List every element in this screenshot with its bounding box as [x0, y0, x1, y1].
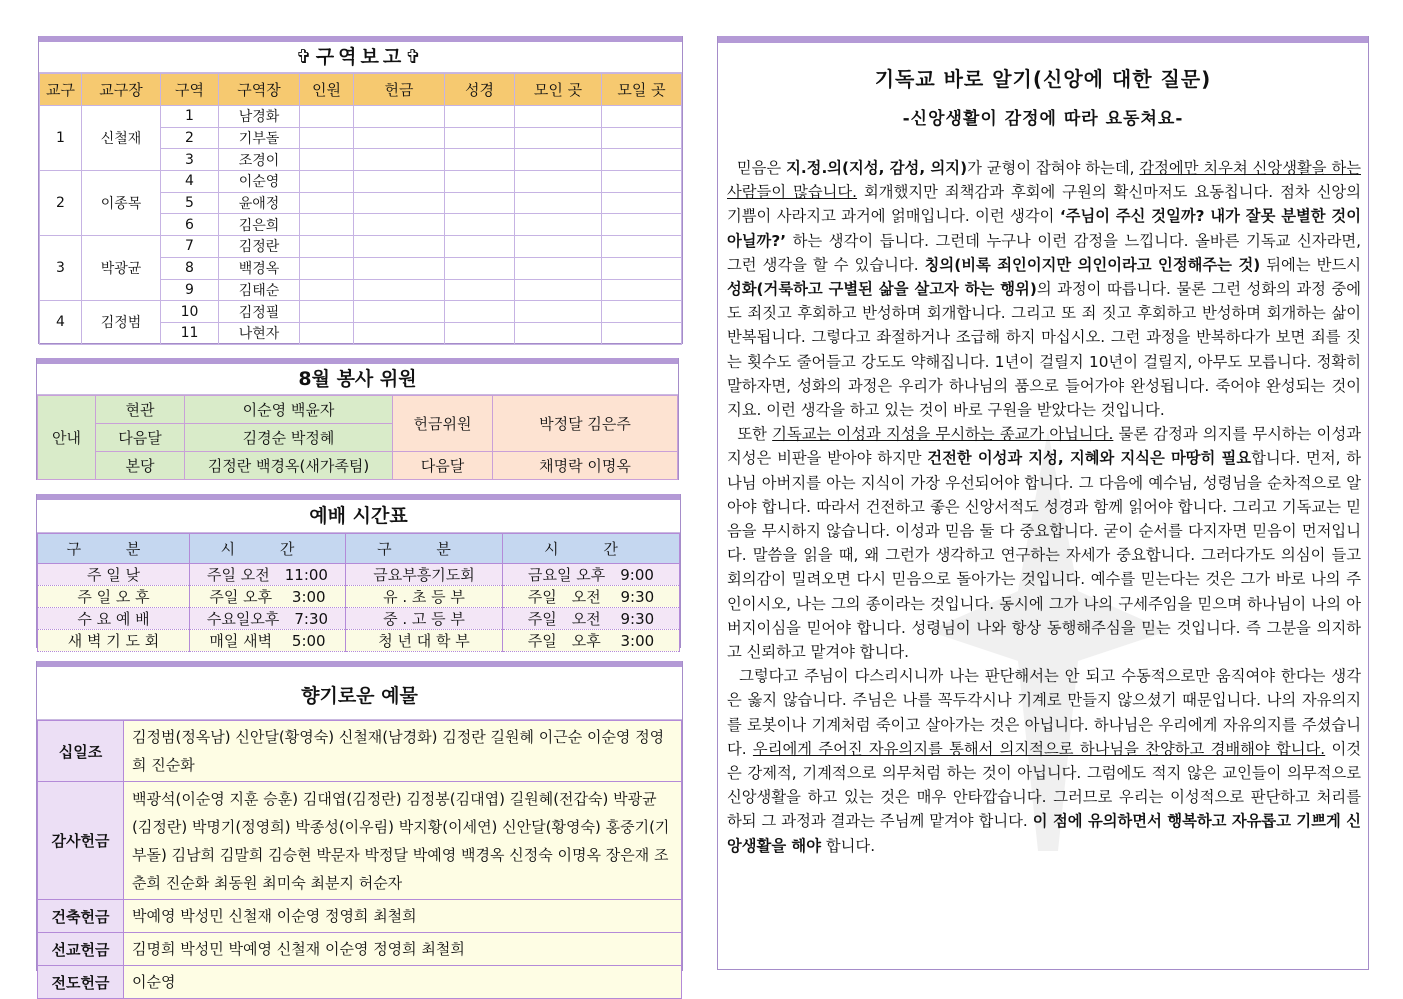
empty-cell	[300, 301, 354, 323]
district-col-header: 구역	[161, 74, 219, 106]
district-leader: 백경옥	[219, 257, 300, 279]
empty-cell	[445, 192, 515, 214]
article-text-span: 물론 감정과 의지를 무시하는 이성과 지성은 비판을 받아야 하지만	[727, 425, 1361, 468]
district-leader: 남경화	[219, 106, 300, 128]
empty-cell	[300, 322, 354, 344]
article-text-span: 칭의(비록 죄인이지만 의인이라고 인정해주는 것)	[924, 255, 1261, 274]
district-number: 10	[161, 301, 219, 323]
article-text-span: ‘주님이 주신 것일까? 내가 잘못 분별한 것이 아닐까?’	[727, 207, 1361, 250]
worship-title: 예배 시간표	[37, 500, 680, 533]
empty-cell	[354, 279, 445, 301]
offering-donors: 박예영 박성민 신철재 이순영 정영희 최철희	[124, 900, 682, 933]
district-number: 3	[161, 149, 219, 171]
article-text-span: 이것은 강제적, 기계적으로 의무처럼 하는 것이 아닙니다. 그럼에도 적지 않은 교인들이 의무적으로 신앙생활을 하고 있는 것은 매우 안타깝습니다. 그러므로 우리는 이성적으로 판단하고 처리를 하되 그 과정과 결과는 주님께 맡겨야 합니다.	[727, 739, 1361, 831]
empty-cell	[515, 279, 602, 301]
empty-cell	[515, 301, 602, 323]
empty-cell	[300, 236, 354, 258]
empty-cell	[445, 301, 515, 323]
next-month-label: 다음달	[393, 452, 493, 480]
district-number: 11	[161, 322, 219, 344]
article-subtitle: -신앙생활이 감정에 따라 요동쳐요-	[902, 109, 1184, 129]
offering-row	[38, 900, 682, 933]
empty-cell	[354, 171, 445, 193]
empty-cell	[300, 214, 354, 236]
offering-donors: 김정범(정옥남) 신안달(황영숙) 신철재(남경화) 김정란 길원혜 이근순 이순영 정영희 진순화	[124, 721, 682, 782]
district-col-header: 교구	[40, 74, 82, 106]
empty-cell	[515, 236, 602, 258]
article-paragraph	[727, 422, 1361, 664]
worship-service-name: 주 일 낮	[38, 564, 190, 586]
empty-cell	[300, 149, 354, 171]
empty-cell	[515, 171, 602, 193]
service-place: 본당	[96, 452, 185, 480]
empty-cell	[445, 214, 515, 236]
worship-time: 주일 오후 3:00	[503, 630, 680, 652]
article-text-span: 뒤에는 반드시	[1260, 255, 1361, 274]
empty-cell	[602, 192, 682, 214]
worship-service-name: 주 일 오 후	[38, 586, 190, 608]
empty-cell	[354, 301, 445, 323]
worship-service-name: 금요부흥기도회	[346, 564, 503, 586]
empty-cell	[300, 192, 354, 214]
panel-accent-bar	[718, 36, 1368, 43]
worship-row	[38, 630, 680, 652]
empty-cell	[354, 192, 445, 214]
district-leader: 김정필	[219, 301, 300, 323]
offerings-title: 향기로운 예물	[37, 667, 682, 720]
empty-cell	[445, 127, 515, 149]
worship-time: 수요일오후 7:30	[190, 608, 346, 630]
empty-cell	[602, 149, 682, 171]
worship-service-name: 새 벽 기 도 회	[38, 630, 190, 652]
empty-cell	[445, 257, 515, 279]
worship-time: 금요일 오후 9:00	[503, 564, 680, 586]
district-col-header: 구역장	[219, 74, 300, 106]
empty-cell	[602, 279, 682, 301]
empty-cell	[515, 106, 602, 128]
empty-cell	[515, 257, 602, 279]
district-col-header: 모인 곳	[515, 74, 602, 106]
district-row	[40, 301, 682, 323]
empty-cell	[354, 149, 445, 171]
worship-service-name: 유 . 초 등 부	[346, 586, 503, 608]
gyogu-leader: 이종목	[82, 171, 161, 236]
empty-cell	[300, 127, 354, 149]
service-place: 다음달	[96, 424, 185, 452]
service-place: 현관	[96, 396, 185, 424]
offering-row	[38, 933, 682, 966]
district-leader: 김태순	[219, 279, 300, 301]
article-paragraph	[727, 664, 1361, 858]
article-text-span: 감정에만 치우쳐 신앙생활을 하는 사람들이 많습니다.	[727, 159, 1361, 202]
empty-cell	[354, 236, 445, 258]
worship-col-header: 구 분	[346, 534, 503, 564]
gyogu-leader: 박광균	[82, 236, 161, 301]
offering-row	[38, 966, 682, 999]
article-text-span: 회개했지만 죄책감과 후회에 구원의 확신마저도 요동칩니다. 점차 신앙의 기쁨이 사라지고 과거에 얽매입니다. 이런 생각이	[727, 183, 1361, 226]
worship-time: 주일 오전 9:30	[503, 608, 680, 630]
district-leader: 이순영	[219, 171, 300, 193]
empty-cell	[445, 322, 515, 344]
district-report-title: ✞구역보고✞	[39, 42, 682, 73]
article-text-span: 우리에게 주어진 자유의지를 통해서 의지적으로 하나님을 찬양하고 경배해야 합니다.	[752, 739, 1326, 758]
worship-row	[38, 586, 680, 608]
service-title: 8월 봉사 위원	[37, 364, 678, 395]
worship-schedule-panel	[36, 494, 681, 648]
offerings-panel	[36, 661, 683, 992]
offering-committee-names: 박정달 김은주	[493, 396, 678, 452]
article-text-span: 합니다.	[821, 836, 876, 855]
worship-time: 주일 오전 9:30	[503, 586, 680, 608]
district-number: 7	[161, 236, 219, 258]
article-text-span: 믿음은	[736, 159, 787, 177]
empty-cell	[602, 236, 682, 258]
guide-label: 안내	[38, 396, 96, 480]
empty-cell	[354, 322, 445, 344]
worship-time: 주일 오후 3:00	[190, 586, 346, 608]
empty-cell	[515, 322, 602, 344]
worship-table	[37, 533, 680, 652]
offering-committee-label: 헌금위원	[393, 396, 493, 452]
article-text-span: 하는 생각이 듭니다. 그런데 누구나 이런 감정을 느낍니다. 올바른 기독교 신자라면, 그런 생각을 할 수 있습니다.	[727, 231, 1361, 274]
district-leader: 기부돌	[219, 127, 300, 149]
service-panel	[36, 358, 679, 480]
empty-cell	[354, 127, 445, 149]
empty-cell	[300, 257, 354, 279]
worship-row	[38, 608, 680, 630]
service-names: 김경순 박정혜	[185, 424, 393, 452]
offering-row	[38, 721, 682, 782]
district-col-header: 헌금	[354, 74, 445, 106]
worship-time: 주일 오전 11:00	[190, 564, 346, 586]
article-text-span: 의 과정이 따릅니다. 물론 그런 성화의 과정 중에도 죄짓고 후회하고 반성하며 회개합니다. 그리고 또 죄 짓고 후회하고 반성하며 회개하는 삶이 반복됩니다. 그렇다고 좌절하거나 조급해 하지 마십시오. 그런 과정을 반복하다가 보면 죄를 짓는 횟수도 줄어들고 강도도 약해집니다. 1년이 걸릴지 10년이 걸릴지, 아무도 모릅니다. 정확히 말하자면, 성화의 과정은 우리가 하나님의 품으로 들어가야 완성됩니다. 죽어야 완성되는 것이지요. 이런 생각을 하고 있는 것이 바로 구원을 받았다는 것입니다.	[727, 280, 1361, 420]
district-leader: 김은희	[219, 214, 300, 236]
gyogu-number: 4	[40, 301, 82, 344]
offering-type-label: 선교헌금	[38, 933, 124, 966]
offering-type-label: 건축헌금	[38, 900, 124, 933]
district-leader: 윤애정	[219, 192, 300, 214]
article-body	[727, 156, 1361, 858]
district-report-panel	[38, 36, 683, 344]
district-number: 4	[161, 171, 219, 193]
offering-type-label: 감사헌금	[38, 782, 124, 900]
service-table	[37, 395, 678, 480]
empty-cell	[445, 236, 515, 258]
district-col-header: 교구장	[82, 74, 161, 106]
district-row	[40, 236, 682, 258]
article-text-span: 이 점에 유의하면서 행복하고 자유롭고 기쁘게 신앙생활을 해야	[727, 812, 1361, 855]
offering-row	[38, 782, 682, 900]
gyogu-leader: 신철재	[82, 106, 161, 171]
service-names: 이순영 백윤자	[185, 396, 393, 424]
article-title: 기독교 바로 알기(신앙에 대한 질문)	[874, 67, 1212, 91]
article-panel	[717, 36, 1369, 970]
district-number: 6	[161, 214, 219, 236]
empty-cell	[515, 127, 602, 149]
empty-cell	[515, 149, 602, 171]
next-month-names: 채명락 이명옥	[493, 452, 678, 480]
gyogu-number: 2	[40, 171, 82, 236]
empty-cell	[300, 106, 354, 128]
offering-donors: 이순영	[124, 966, 682, 999]
empty-cell	[445, 149, 515, 171]
district-number: 8	[161, 257, 219, 279]
gyogu-leader: 김정범	[82, 301, 161, 344]
empty-cell	[602, 127, 682, 149]
district-col-header: 성경	[445, 74, 515, 106]
district-leader: 김정란	[219, 236, 300, 258]
district-number: 5	[161, 192, 219, 214]
empty-cell	[300, 171, 354, 193]
service-names: 김정란 백경옥(새가족팀)	[185, 452, 393, 480]
worship-service-name: 중 . 고 등 부	[346, 608, 503, 630]
worship-time: 매일 새벽 5:00	[190, 630, 346, 652]
article-text-span: 지.정.의(지성, 감성, 의지)	[786, 159, 968, 177]
offerings-table	[37, 720, 682, 999]
empty-cell	[515, 214, 602, 236]
empty-cell	[354, 106, 445, 128]
article-text-span: 기독교는 이성과 지성을 무시하는 종교가 아닙니다.	[772, 425, 1114, 444]
article-text-span: 그렇다고 주님이 다스리시니까 나는 판단해서는 안 되고 수동적으로만 움직여야 한다는 생각은 옳지 않습니다. 주님은 나를 꼭두각시나 기계로 만들지 않으셨기 때문입니다. 나의 자유의지를 로봇이나 기계처럼 죽이고 살아가는 것은 아닙니다. 하나님은 우리에게 자유의지를 주셨습니다.	[727, 667, 1361, 758]
article-text-span: 성화(거룩하고 구별된 삶을 살고자 하는 행위)	[727, 280, 1037, 299]
worship-col-header: 구 분	[38, 534, 190, 564]
worship-row	[38, 564, 680, 586]
empty-cell	[602, 106, 682, 128]
empty-cell	[602, 171, 682, 193]
article-text-span: 가 균형이 잡혀야 하는데,	[967, 159, 1140, 177]
district-row	[40, 106, 682, 128]
worship-service-name: 수 요 예 배	[38, 608, 190, 630]
article-paragraph	[727, 156, 1361, 422]
district-number: 9	[161, 279, 219, 301]
article-text-span: 건전한 이성과 지성, 지혜와 지식은 마땅히 필요	[927, 449, 1252, 468]
district-col-header: 인원	[300, 74, 354, 106]
offering-donors: 백광석(이순영 지훈 승훈) 김대엽(김정란) 김정봉(김대엽) 길원혜(전갑숙) 박광균(김정란) 박명기(정영희) 박종성(이우림) 박지황(이세연) 신안달(황영숙) 홍중기(기부돌) 김남희 김말희 김승현 박문자 박정달 박예영 백경옥 신정숙 이명옥 장은재 조춘희 진순화 최동원 최미숙 최분지 허순자	[124, 782, 682, 900]
empty-cell	[602, 257, 682, 279]
district-col-header: 모일 곳	[602, 74, 682, 106]
district-leader: 조경이	[219, 149, 300, 171]
gyogu-number: 3	[40, 236, 82, 301]
district-table	[39, 73, 682, 345]
empty-cell	[445, 279, 515, 301]
empty-cell	[602, 301, 682, 323]
article-text-span: 또한	[737, 425, 773, 444]
district-number: 1	[161, 106, 219, 128]
empty-cell	[602, 214, 682, 236]
offering-type-label: 전도헌금	[38, 966, 124, 999]
empty-cell	[515, 192, 602, 214]
district-number: 2	[161, 127, 219, 149]
gyogu-number: 1	[40, 106, 82, 171]
empty-cell	[354, 214, 445, 236]
empty-cell	[445, 171, 515, 193]
empty-cell	[300, 279, 354, 301]
article-text-span: 합니다. 먼저, 하나님 아버지를 아는 지식이 가장 우선되어야 합니다. 그 다음에 예수님, 성령님을 순차적으로 알아야 합니다. 따라서 건전하고 좋은 신앙서적도 성경과 함께 읽어야 합니다. 그리고 기독교는 믿음을 무시하지 않습니다. 이성과 믿음 둘 다 중요합니다. 굳이 순서를 다지자면 믿음이 먼저입니다. 말씀을 읽을 때, 왜 그런가 생각하고 연구하는 자세가 중요합니다. 그러다가도 의심이 들고 회의감이 밀려오면 다시 믿음으로 돌아가는 것입니다. 예수를 믿는다는 것은 그가 바로 나의 주인이시오, 나는 그의 종이라는 것입니다. 동시에 그가 나의 구세주임을 믿으며 하나님이 나의 아버지이심을 믿어야 합니다. 성령님이 나와 항상 동행해주심을 믿는 것입니다. 즉 그분을 의지하고 신뢰하고 맡겨야 합니다.	[727, 449, 1361, 662]
worship-col-header: 시 간	[503, 534, 680, 564]
empty-cell	[354, 257, 445, 279]
worship-service-name: 청 년 대 학 부	[346, 630, 503, 652]
district-leader: 나현자	[219, 322, 300, 344]
district-row	[40, 171, 682, 193]
offering-type-label: 십일조	[38, 721, 124, 782]
offering-donors: 김명희 박성민 박예영 신철재 이순영 정영희 최철희	[124, 933, 682, 966]
worship-col-header: 시 간	[190, 534, 346, 564]
empty-cell	[602, 322, 682, 344]
empty-cell	[445, 106, 515, 128]
